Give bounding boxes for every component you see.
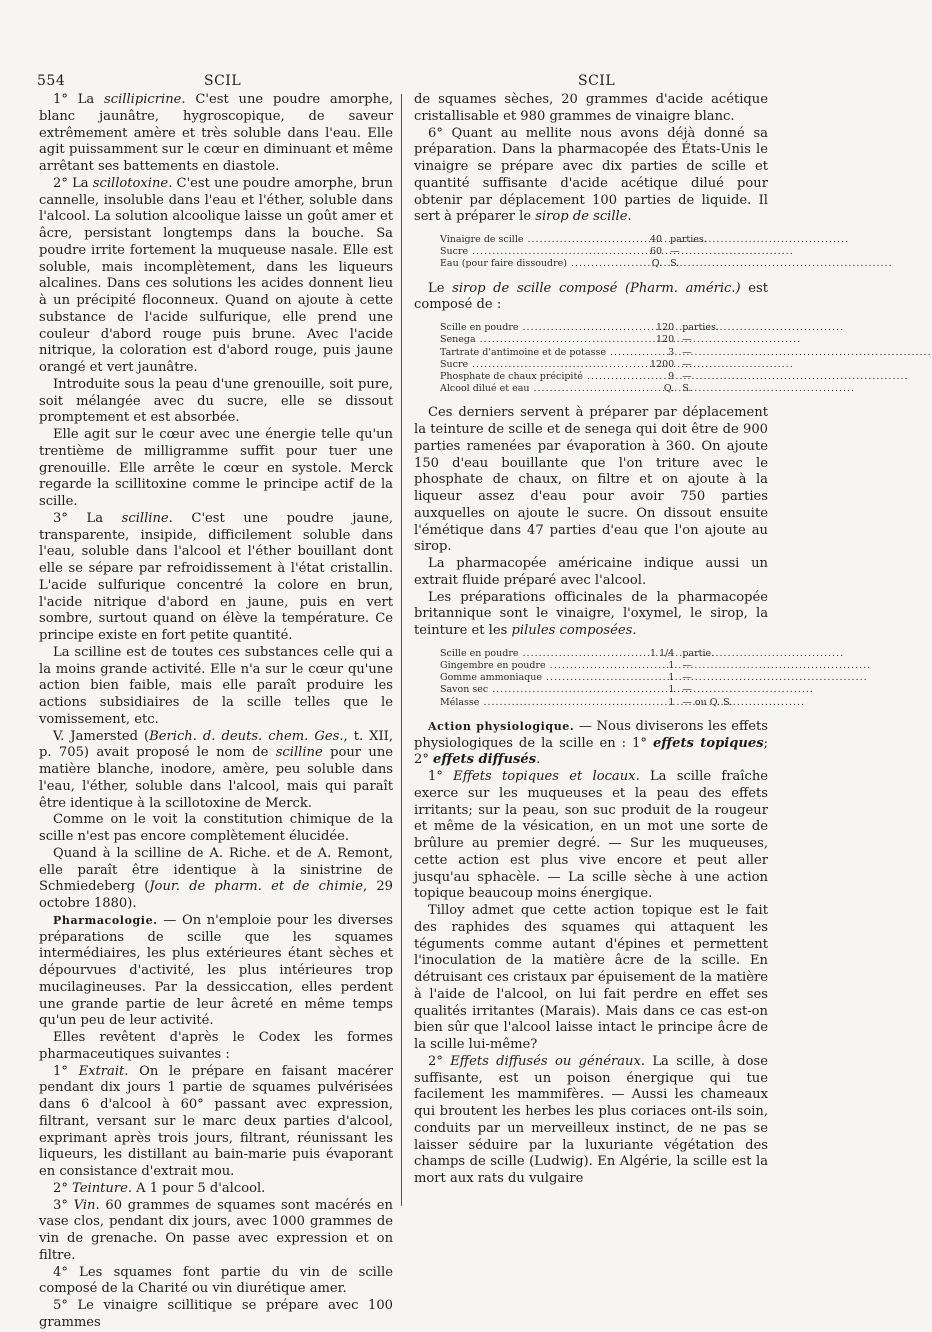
quantity: 1 [668,696,675,708]
paragraph-effets-diffuses [414,1054,768,1188]
recipe-row [440,334,719,346]
text: . [536,752,541,768]
reference: Jour. de pharm. et de chimie [149,879,363,895]
text: . C'est une poudre jaune, transparente, insipide, difficilement soluble dans l'eau, soluble dans l'alcool et l'éther bouillant dont elle se sépare par refroidissement à l'état cristallin. L'acide sulfurique concentré la colore en brun, l'acide nitrique d'abord en jaune, puis en vert sombre, surtout quand on élève la température. Ce principe existe en fort petite quantité. [39,510,393,643]
unit: — [682,358,692,370]
lead: 6° Quant au mellite nous avons déjà donné sa préparation. Dans la pharmacopée des États-Unis le vinaigre se prépare avec dix parties de scille et quantité suffisante d'acide acétique dilué pour obtenir par déplacement 100 parties de liquide. Il sert à préparer le [414,125,768,225]
recipe-row [440,246,707,258]
term: scilline [121,510,169,526]
term: Extrait [78,1063,125,1079]
unit: — [682,684,692,696]
paragraph-pharmacopee-britannique [414,590,768,640]
term: scillotoxine [92,175,169,191]
text: . 60 grammes de squames sont macérés en vase clos, pendant dix jours, avec 1000 grammes de vin de grenache. On passe avec expression et on filtre. [39,1197,393,1263]
text: pour une matière blanche, inodore, amère, peu soluble dans l'eau, l'éther, soluble dans l'alcool, mais qui paraît être identique à la scillotoxine de Merck. [39,745,393,811]
paragraph-teinture [39,1181,393,1198]
lead: V. Jamersted ( [53,728,150,744]
text: — On n'emploie pour les diverses préparations de scille que les squames intermédiaires, les plus extérieures étant sèches et dépourvues d'activité, les plus intérieures trop mucilagineuses. Par la dessiccation, elles perdent une grande partie de leur âcreté en même temps qu'un peu de leur activité. [39,912,393,1029]
ingredient: Alcool dilué et eau [440,383,530,395]
unit: S. [682,383,692,395]
quantity: 1 [668,660,675,672]
recipe-table [440,322,719,395]
recipe-row [440,359,719,371]
unit: — [682,370,692,382]
recipe-row [440,371,719,383]
paragraph: Introduite sous la peau d'une grenouille, soit pure, soit mélangée avec du sucre, elle se dissout promptement et est absorbée. [39,376,393,426]
unit: — [670,246,680,258]
quantity: 1 [668,672,675,684]
unit: — ou Q. S. [682,696,733,708]
unit: — [682,334,692,346]
unit: partie. [682,647,715,659]
ingredient: Savon sec [440,684,489,696]
paragraph-mellite [414,126,768,227]
lead: 1° La [53,92,105,107]
term: effets topiques [652,735,764,751]
unit: parties. [670,234,707,245]
term: Effets diffusés ou généraux [450,1053,641,1069]
page-number: 554 [37,73,66,89]
paragraph-extrait [39,1064,393,1181]
quantity: 1 1/4 [650,647,675,659]
recipe-row [440,648,732,660]
term: Teinture [72,1180,128,1196]
recipe-row [440,258,707,270]
recipe-row [440,672,732,684]
term: effets diffusés [433,752,537,768]
text: est composé de : [414,280,768,313]
ingredient: Sucre [440,358,469,370]
right-column [414,92,768,1188]
lead: 2° [53,1180,73,1196]
text: . A 1 pour 5 d'alcool. [127,1180,266,1196]
recipe-row [440,383,719,395]
section-heading: Pharmacologie. [53,913,158,927]
paragraph: La scilline est de toutes ces substances celle qui a la moins grande activité. Elle n'a sur le cœur qu'une action bien faible, mais elle paraît produire les actions subsidiaires de la scille telles que le vomissement, etc. [39,644,393,727]
quantity: Q. [663,383,675,395]
paragraph: 5° Le vinaigre scillitique se prépare avec 100 grammes [39,1298,393,1330]
quantity: 120 [656,334,675,346]
paragraph: Comme on le voit la constitution chimique de la scille n'est pas encore complètement élucidée. [39,812,393,844]
recipe-table [440,648,732,709]
ingredient: Sucre [440,246,469,258]
lead: 2° [428,1053,451,1069]
paragraph-vin [39,1198,393,1265]
quantity: 120 [656,322,675,334]
unit: — [682,346,692,358]
unit: S. [670,258,680,270]
term: Vin [73,1197,96,1213]
ingredient: Tartrate d'antimoine et de potasse [440,346,606,358]
quantity: 40 [650,234,663,245]
section-pharmacologie [39,913,393,1030]
reference: Berich. d. deuts. chem. Ges. [149,728,344,744]
text: ; 2° [414,735,768,768]
text: , 29 octobre 1880). [39,879,393,911]
paragraph: de squames sèches, 20 grammes d'acide acétique cristallisable et 980 grammes de vinaigre blanc. [414,92,768,124]
paragraph-riche [39,846,393,913]
left-column [39,92,393,1332]
text: , t. XII, p. 705) avait proposé le nom de [39,728,393,761]
lead: Les préparations officinales de la pharmacopée britannique sont le vinaigre, l'oxymel, le sirop, la teinture et les [414,589,768,639]
section-action-physiologique [414,719,768,769]
text: . La scille, à dose suffisante, est un poison énergique qui tue facilement les mammifères. — Aussi les chameaux qui broutent les herbes les plus coriaces ont-ils soin, conduits par un merveilleux instinct, de ne pas se laisser séduire par la luxuriante végétation des champs de scille (Ludwig). En Algérie, la scille est la mort aux rats du vulgaire [414,1053,768,1187]
quantity: 1200 [650,358,675,370]
text: . C'est une poudre amorphe, blanc jaunâtre, hygroscopique, de saveur extrêmement amère et très soluble dans l'eau. Elle agit puissamment sur le cœur en diminuant et même arrêtant ses battements en diastole. [39,92,393,174]
term: scillipicrine [104,92,182,107]
ingredient: Mélasse [440,696,480,708]
paragraph-scilline [39,511,393,645]
ingredient: Vinaigre de scille [440,234,524,245]
lead: — Nous diviserons les effets physiologiques de la scille en : 1° [414,718,768,751]
ingredient: Eau (pour faire dissoudre) [440,258,567,270]
text: . La scille fraîche exerce sur les muqueuses et la peau des effets irritants; sur la peau, son suc produit de la rougeur et même de la vésication, en un mot une sorte de brûlure au premier degré. — Sur les muqueuses, cette action est plus vive encore et peut aller jusqu'au sphacèle. — La scille sèche à une action topique beaucoup moins énergique. [414,769,768,902]
unit: — [682,660,692,672]
term: scilline [275,745,323,761]
recipe-row [440,322,719,334]
recipe-row [440,697,732,709]
recipe-table [440,234,707,271]
quantity: 60 [650,246,663,258]
paragraph: Elle agit sur le cœur avec une énergie telle qu'un trentième de milligramme suffit pour tuer une grenouille. Elle arrête le cœur en systole. Merck regarde la scillitoxine comme le principe actif de la scille. [39,427,393,509]
running-head-right: SCIL [578,73,616,89]
lead: Quand à la scilline de A. Riche. et de A. Remont, elle paraît être identique à la sinistrine de Schmiedeberg ( [39,845,393,895]
recipe-row [440,347,719,359]
unit: parties. [682,322,719,334]
recipe-row [440,234,707,246]
recipe-row [440,684,732,696]
lead: 3° [53,1197,74,1213]
paragraph-scillotoxine [39,176,393,377]
paragraph: 4° Les squames font partie du vin de scille composé de la Charité ou vin diurétique amer. [39,1264,393,1297]
paragraph: Tilloy admet que cette action topique est le fait des raphides des squames qui attaquent les téguments comme autant d'épines et permettent l'inoculation de la matière âcre de la scille. En détruisant ces cristaux par épuisement de la matière à l'aide de l'alcool, on lui fait perdre en effet ses qualités irritantes (Marais). Mais dans ce cas est-on bien sûr que l'alcool laisse intact le principe âcre de la scille lui-même? [414,903,768,1053]
term: sirop de scille composé (Pharm. améric.) [452,280,741,296]
text: . [627,209,632,225]
term: pilules composées [511,623,633,639]
quantity: 3 [668,346,675,358]
ingredient: Phosphate de chaux précipité [440,370,583,382]
term: Effets topiques et locaux [453,769,636,785]
ingredient: Scille en poudre [440,322,519,334]
quantity: 1 [668,684,675,696]
recipe-row [440,660,732,672]
paragraph-jamersted [39,729,393,813]
ingredient: Senega [440,334,476,346]
ingredient: Gomme ammoniaque [440,672,543,684]
running-head-left: SCIL [204,73,242,89]
lead: 1° [53,1063,79,1079]
paragraph-effets-topiques [414,769,768,903]
lead: 1° [428,769,454,785]
text: . [632,623,637,639]
ingredient: Gingembre en poudre [440,660,546,672]
paragraph-scillipicrine [39,92,393,176]
lead: 2° La [53,175,93,191]
ingredient: Scille en poudre [440,647,519,659]
paragraph: La pharmacopée américaine indique aussi un extrait fluide préparé avec l'alcool. [414,556,768,588]
paragraph-sirop-compose [414,281,768,315]
unit: — [682,672,692,684]
column-divider [401,94,402,1206]
lead: Le [428,280,453,296]
paragraph: Ces derniers servent à préparer par déplacement la teinture de scille et de senega qui doit être de 900 parties ramenées par évaporation à 360. On ajoute 150 d'eau bouillante que l'on triture avec le phosphate de chaux, on filtre et on ajoute à la liqueur assez d'eau pour avoir 750 parties auxquelles on ajoute le sucre. On dissout ensuite l'émétique dans 47 parties d'eau que l'on ajoute au sirop. [414,405,768,555]
term: sirop de scille [535,209,628,225]
text: . C'est une poudre amorphe, brun cannelle, insoluble dans l'eau et l'éther, soluble dans l'alcool. La solution alcoolique laisse un goût amer et âcre, persistant longtemps dans la bouche. Sa poudre irrite fortement la muqueuse nasale. Elle est soluble, mais incomplètement, dans les liqueurs alcalines. Dans ces solutions les acides donnent lieu à un précipité floconneux. Quand on ajoute à cette substance de l'acide sulfurique, elle prend une couleur d'abord rouge puis brune. Avec l'acide nitrique, la coloration est d'abord rouge, puis jaune orangé et vert jaunâtre. [39,175,393,375]
section-heading: Action physiologique. [428,719,575,733]
quantity: Q. [651,258,663,270]
lead: 3° La [53,510,122,526]
paragraph: Elles revêtent d'après le Codex les formes pharmaceutiques suivantes : [39,1030,393,1062]
quantity: 9 [668,370,675,382]
text: . On le prépare en faisant macérer pendant dix jours 1 partie de squames pulvérisées dans 6 d'alcool à 60° passant avec expression, filtrant, versant sur le marc deux parties d'alcool, exprimant après trois jours, filtrant, réunissant les liqueurs, les distillant au bain-marie puis évaporant en consistance d'extrait mou. [39,1063,394,1179]
